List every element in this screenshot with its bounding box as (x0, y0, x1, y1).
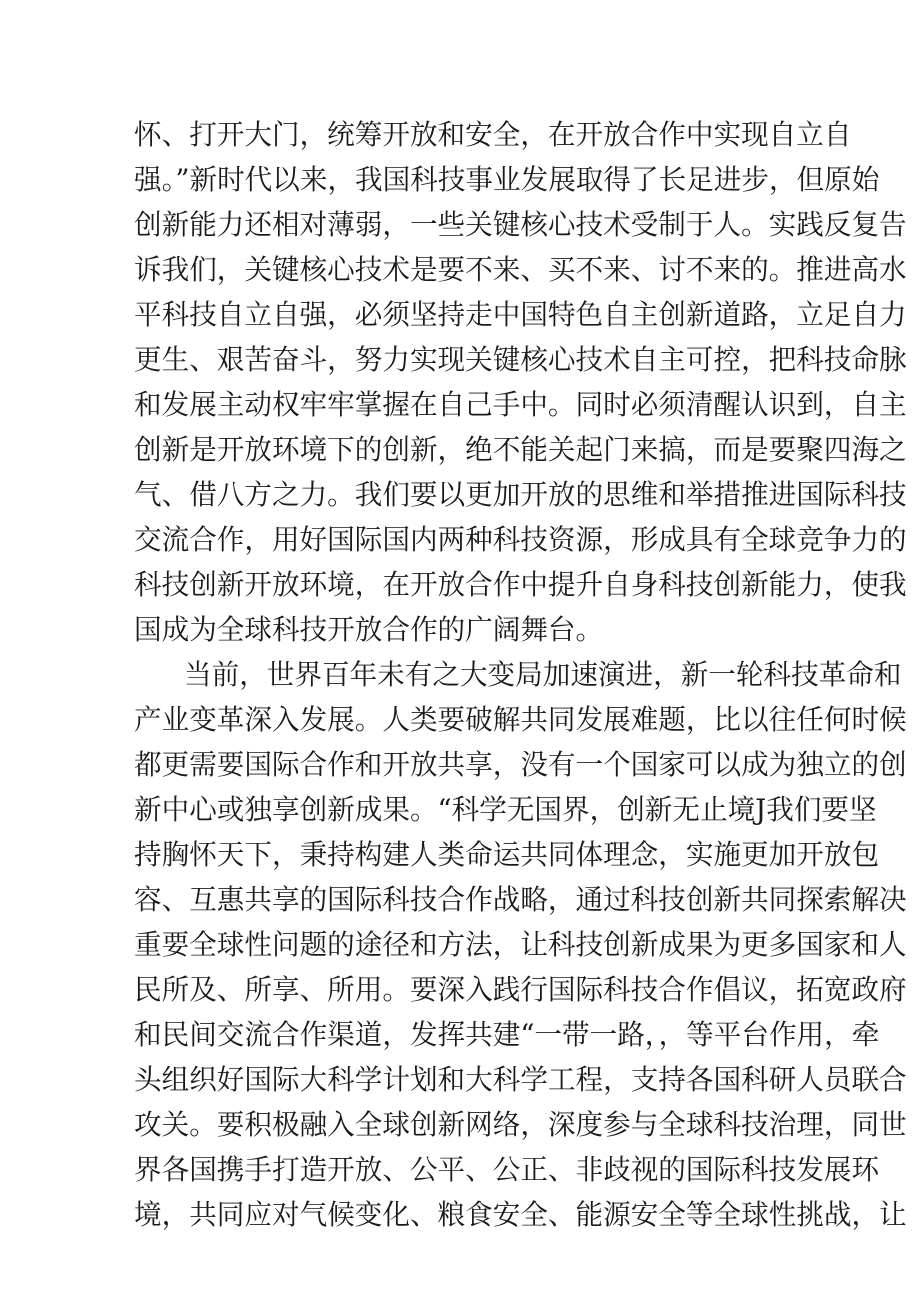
text-line: 强。”新时代以来，我国科技事业发展取得了长足进步，但原始 (134, 163, 880, 196)
text-line: 和发展主动权牢牢掌握在自己手中。同时必须清醒认识到，自主 (134, 388, 907, 421)
text-line: 重要全球性问题的途径和方法，让科技创新成果为更多国家和人 (134, 928, 907, 961)
paragraph-start-line: 当前，世界百年未有之大变局加速演进，新一轮科技革命和 (184, 658, 902, 691)
text-line: 攻关。要积极融入全球创新网络，深度参与全球科技治理，同世 (134, 1108, 907, 1141)
text-line: 气、借八方之力。我们要以更加开放的思维和举措推进国际科技 (134, 478, 907, 511)
text-line: 平科技自立自强，必须坚持走中国特色自主创新道路，立足自力 (134, 298, 907, 331)
text-line: 容、互惠共享的国际科技合作战略，通过科技创新共同探索解决 (134, 883, 907, 916)
body-text (134, 112, 907, 1237)
text-line: 科技创新开放环境，在开放合作中提升自身科技创新能力，使我 (134, 568, 907, 601)
text-line: 怀、打开大门，统筹开放和安全，在开放合作中实现自立自 (134, 118, 852, 151)
text-line: 国成为全球科技开放合作的广阔舞台。 (134, 613, 604, 646)
text-line: 头组织好国际大科学计划和大科学工程，支持各国科研人员联合 (134, 1063, 907, 1096)
text-line: 界各国携手打造开放、公平、公正、非歧视的国际科技发展环 (134, 1153, 880, 1186)
text-line: 更生、艰苦奋斗，努力实现关键核心技术自主可控，把科技命脉 (134, 343, 907, 376)
text-line: 交流合作，用好国际国内两种科技资源，形成具有全球竞争力的 (134, 523, 907, 556)
text-line: 创新能力还相对薄弱，一些关键核心技术受制于人。实践反复告 (134, 208, 907, 241)
text-line: 民所及、所享、所用。要深入践行国际科技合作倡议，拓宽政府 (134, 973, 907, 1006)
text-line: 创新是开放环境下的创新，绝不能关起门来搞，而是要聚四海之 (134, 433, 907, 466)
text-line: 产业变革深入发展。人类要破解共同发展难题，比以往任何时候 (134, 703, 907, 736)
text-line: 诉我们，关键核心技术是要不来、买不来、讨不来的。推进高水 (134, 253, 907, 286)
text-line: 境，共同应对气候变化、粮食安全、能源安全等全球性挑战，让 (134, 1198, 907, 1231)
text-line: 新中心或独享创新成果。“科学无国界，创新无止境J我们要坚 (134, 793, 877, 826)
text-line: 和民间交流合作渠道，发挥共建“一带一路，，等平台作用，牵 (134, 1018, 880, 1051)
text-line: 都更需要国际合作和开放共享，没有一个国家可以成为独立的创 (134, 748, 907, 781)
text-line: 持胸怀天下，秉持构建人类命运共同体理念，实施更加开放包 (134, 838, 880, 871)
